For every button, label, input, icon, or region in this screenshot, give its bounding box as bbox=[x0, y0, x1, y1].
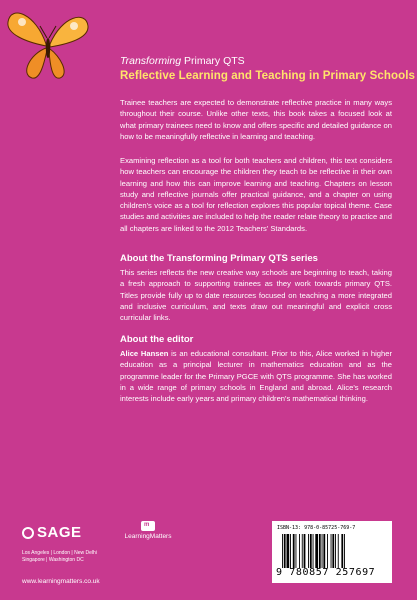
publisher-url[interactable]: www.learningmatters.co.uk bbox=[22, 578, 100, 585]
barcode-bar bbox=[341, 534, 343, 568]
series-heading: About the Transforming Primary QTS series bbox=[120, 253, 318, 264]
barcode-bar bbox=[293, 534, 295, 568]
barcode-bar bbox=[327, 534, 328, 568]
learning-matters-logo: m LearningMatters bbox=[124, 522, 172, 540]
barcode-number: 9 780857 257697 bbox=[276, 567, 376, 578]
barcode-bar bbox=[290, 534, 291, 568]
barcode-bar bbox=[308, 534, 309, 568]
barcode-bar bbox=[323, 534, 325, 568]
barcode-bar bbox=[282, 534, 283, 568]
barcode-bar bbox=[302, 534, 303, 568]
barcode bbox=[272, 521, 392, 583]
isbn-text: ISBN-13: 978-0-85725-769-7 bbox=[277, 525, 356, 531]
publisher-cities: Los Angeles | London | New Delhi Singapore | Washington DC bbox=[22, 550, 97, 563]
series-name: Transforming Primary QTS bbox=[120, 55, 245, 67]
barcode-bar bbox=[284, 534, 286, 568]
barcode-bar bbox=[296, 534, 297, 568]
editor-name: Alice Hansen bbox=[120, 349, 169, 358]
barcode-bar bbox=[299, 534, 300, 568]
book-title: Reflective Learning and Teaching in Primary Schools bbox=[120, 70, 416, 82]
barcode-bar bbox=[304, 534, 306, 568]
sage-ring-icon bbox=[22, 527, 34, 539]
sage-logo: SAGE bbox=[22, 524, 82, 541]
barcode-bar bbox=[315, 534, 318, 568]
editor-paragraph: Alice Hansen is an educational consultant. Prior to this, Alice worked in higher education as a principal lecturer in mathematics education and as the programme leader for the Primary PGCE with QTS programme. She has worked in a wide range of primary schools in England and abroad. Alice's research interests include early years and primary children's mathematical thinking. bbox=[120, 349, 392, 404]
blurb-paragraph-1: Trainee teachers are expected to demonstrate reflective practice in many ways throughout their course. Unlike other texts, this book takes a focused look at what primary trainees need to know and offers specific and detailed guidance on how to be meaningfully reflective in learning and teaching. bbox=[120, 98, 392, 141]
barcode-bar bbox=[332, 534, 334, 568]
barcode-bar bbox=[338, 534, 339, 568]
barcode-bar bbox=[313, 534, 314, 568]
learning-matters-icon: m bbox=[141, 521, 155, 531]
barcode-bar bbox=[331, 534, 332, 568]
barcode-bar bbox=[319, 534, 321, 568]
barcode-bar bbox=[335, 534, 336, 568]
butterfly-icon bbox=[6, 4, 90, 84]
blurb-paragraph-2: Examining reflection as a tool for both teachers and children, this text considers how teachers can encourage the children they teach to be reflective in their own learning and how this can improve learning and teaching. Chapters on lesson study and reflective journals offer practical guidance, and a chapter on using children's voice as a tool for reflection explores this popular topical theme. Case studies and activities are included to help the reader relate theory to practice and all chapters are linked to the 2012 Teachers' Standards. bbox=[120, 156, 392, 233]
barcode-bars bbox=[282, 534, 382, 568]
barcode-bar bbox=[287, 534, 290, 568]
barcode-bar bbox=[344, 534, 345, 568]
barcode-bar bbox=[310, 534, 312, 568]
editor-heading: About the editor bbox=[120, 334, 194, 345]
barcode-bar bbox=[322, 534, 323, 568]
series-paragraph: This series reflects the new creative way schools are beginning to teach, taking a fresh approach to supporting trainees as they work towards primary QTS. Titles provide fully up to date resources focused on teaching a more integrated and inclusive curriculum, and texts draw out meaningful and explicit cross curricular links. bbox=[120, 268, 392, 323]
